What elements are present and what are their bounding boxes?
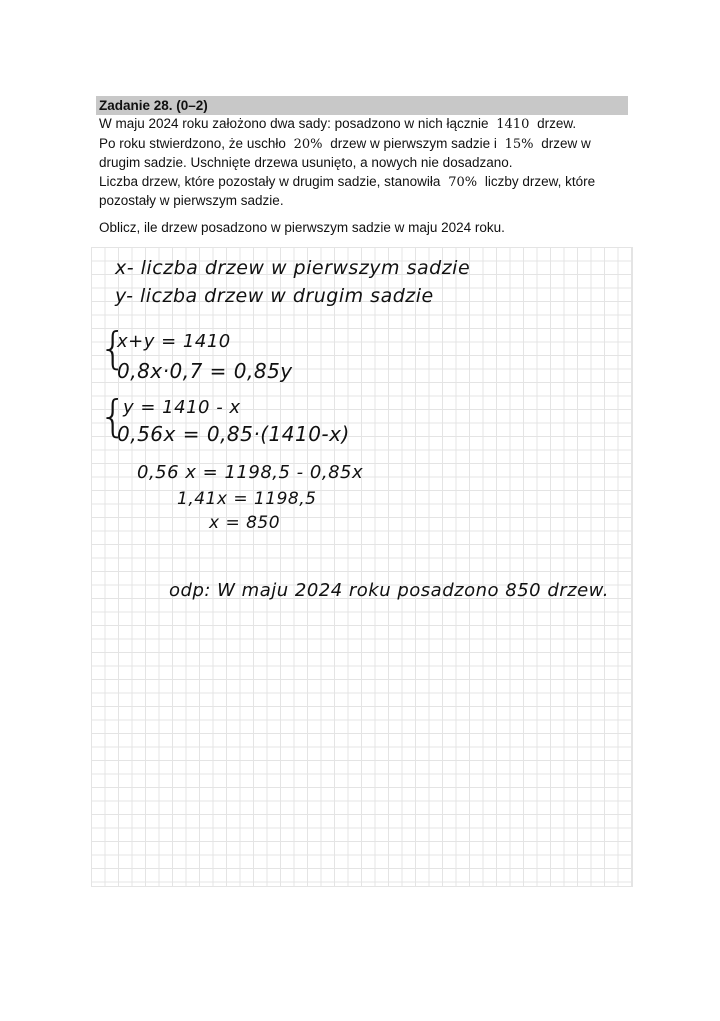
task-body — [96, 115, 628, 237]
task-line-3 — [99, 173, 628, 211]
total-trees-value: 1410 — [496, 117, 530, 132]
solution-grid[interactable] — [91, 247, 633, 887]
text: drzew w pierwszym sadzie i — [330, 135, 497, 151]
percent-second: 15% — [504, 136, 534, 152]
system1-eq2: 0,8x·0,7 = 0,85y — [117, 359, 293, 383]
text: drzew. — [537, 116, 577, 131]
brace-icon: { — [99, 323, 127, 374]
text: drzew w drugim sadzie. Uschnięte drzewa usunięto, a nowych nie dosadzano. — [99, 135, 591, 170]
system1-eq1: x+y = 1410 — [117, 331, 231, 352]
task-block — [96, 96, 628, 237]
text: Po roku stwierdzono, że uschło — [99, 135, 286, 151]
text: liczby drzew, które pozostały w pierwszym sadzie. — [99, 173, 596, 208]
text: W maju 2024 roku założono dwa sady: posadzono w nich łącznie — [99, 116, 489, 131]
step-1: 0,56 x = 1198,5 - 0,85x — [137, 462, 364, 483]
step-2: 1,41x = 1198,5 — [177, 489, 317, 509]
system2-eq1: y = 1410 - x — [123, 397, 241, 418]
task-question: Oblicz, ile drzew posadzono w pierwszym sadzie w maju 2024 roku. — [99, 219, 505, 235]
answer: odp: W maju 2024 roku posadzono 850 drzew. — [169, 580, 609, 601]
text: Liczba drzew, które pozostały w drugim sadzie, stanowiła — [99, 173, 441, 189]
step-3: x = 850 — [209, 513, 281, 533]
brace-icon: { — [99, 391, 127, 442]
task-line-1 — [99, 115, 628, 135]
percent-ratio: 70% — [448, 174, 478, 190]
system2-eq2: 0,56x = 0,85·(1410-x) — [117, 422, 350, 446]
definition-x: x- liczba drzew w pierwszym sadzie — [115, 257, 471, 279]
task-line-2 — [99, 135, 628, 173]
definition-y: y- liczba drzew w drugim sadzie — [115, 285, 434, 307]
task-header: Zadanie 28. (0–2) — [96, 96, 628, 115]
percent-first: 20% — [293, 136, 323, 152]
